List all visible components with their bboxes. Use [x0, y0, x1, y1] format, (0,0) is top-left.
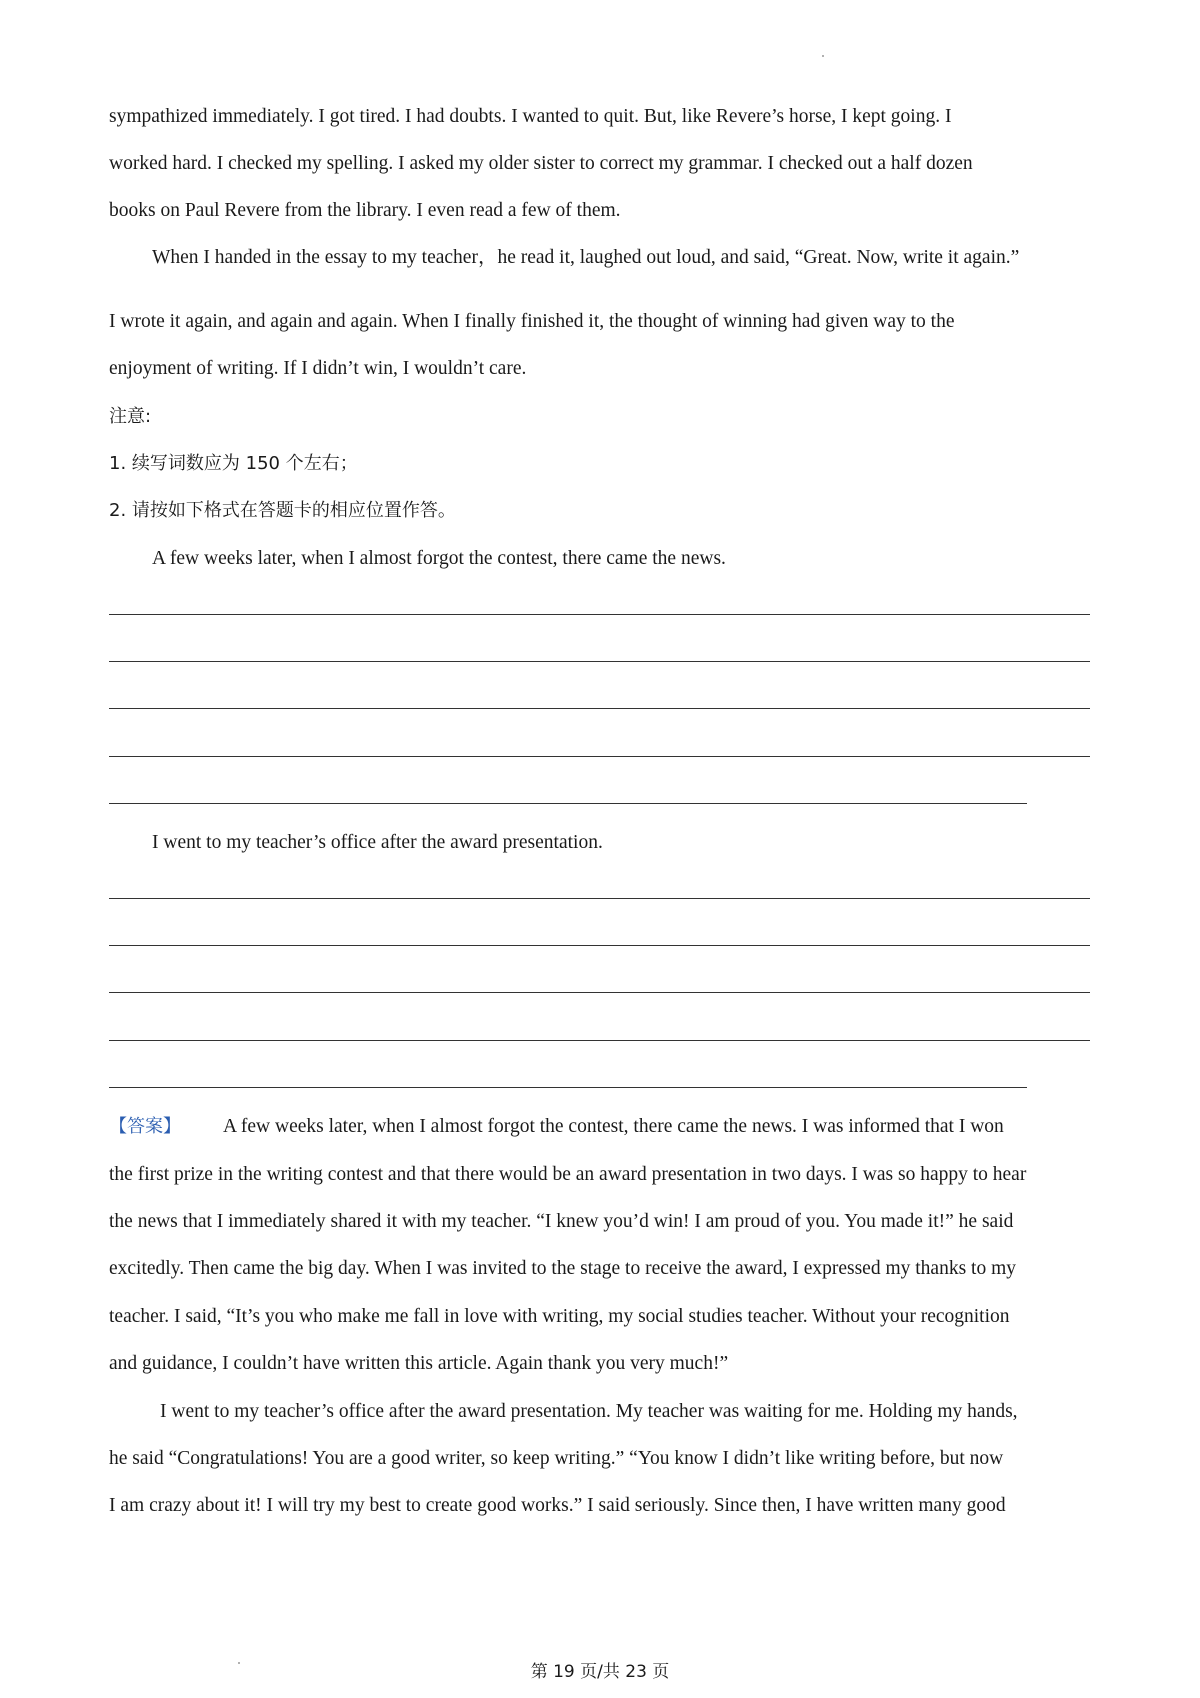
continuation-prompt: A few weeks later, when I almost forgot the contest, there came the news.	[152, 548, 726, 569]
page-number-text: 第 19 页/共 23 页	[530, 1662, 670, 1682]
answer-line: I am crazy about it! I will try my best to create good works.” I said seriously. Since then, I have written many good	[109, 1495, 1006, 1516]
answer-label: 【答案】	[109, 1116, 181, 1137]
writing-line[interactable]	[109, 708, 1090, 709]
answer-text: A few weeks later, when I almost forgot the contest, there came the news. I was informed that I won	[223, 1116, 1004, 1137]
writing-line[interactable]	[109, 661, 1090, 662]
writing-line[interactable]	[109, 756, 1090, 757]
passage-line: books on Paul Revere from the library. I even read a few of them.	[109, 200, 621, 221]
answer-line: the news that I immediately shared it with my teacher. “I knew you’d win! I am proud of you. You made it!” he said	[109, 1211, 1014, 1232]
passage-line: sympathized immediately. I got tired. I had doubts. I wanted to quit. But, like Revere’s horse, I kept going. I	[109, 106, 952, 127]
writing-line[interactable]	[109, 992, 1090, 993]
writing-line[interactable]	[109, 803, 1027, 804]
passage-line: enjoyment of writing. If I didn’t win, I wouldn’t care.	[109, 358, 527, 379]
writing-line[interactable]	[109, 945, 1090, 946]
passage-line: worked hard. I checked my spelling. I asked my older sister to correct my grammar. I checked out a half dozen	[109, 153, 973, 174]
answer-line: excitedly. Then came the big day. When I was invited to the stage to receive the award, I expressed my thanks to my	[109, 1258, 1016, 1279]
passage-line: When I handed in the essay to my teacher，he read it, laughed out loud, and said, “Great. Now, write it again.”	[152, 247, 1020, 268]
notes-item: 2. 请按如下格式在答题卡的相应位置作答。	[109, 500, 456, 521]
continuation-prompt: I went to my teacher’s office after the award presentation.	[152, 832, 603, 853]
notes-heading: 注意:	[109, 406, 152, 427]
page-number	[0, 1657, 1200, 1683]
scan-speck	[822, 55, 824, 57]
writing-line[interactable]	[109, 614, 1090, 615]
answer-line: I went to my teacher’s office after the award presentation. My teacher was waiting for me. Holding my hands,	[160, 1401, 1018, 1422]
answer-line	[109, 1115, 1004, 1139]
writing-line[interactable]	[109, 898, 1090, 899]
passage-line: I wrote it again, and again and again. When I finally finished it, the thought of winning had given way to the	[109, 311, 955, 332]
answer-line: and guidance, I couldn’t have written this article. Again thank you very much!”	[109, 1353, 729, 1374]
answer-line: the first prize in the writing contest and that there would be an award presentation in two days. I was so happy to hear	[109, 1164, 1027, 1185]
notes-item: 1. 续写词数应为 150 个左右；	[109, 453, 358, 474]
writing-line[interactable]	[109, 1087, 1027, 1088]
answer-line: teacher. I said, “It’s you who make me fall in love with writing, my social studies teacher. Without your recognition	[109, 1306, 1010, 1327]
writing-line[interactable]	[109, 1040, 1090, 1041]
answer-line: he said “Congratulations! You are a good writer, so keep writing.” “You know I didn’t like writing before, but now	[109, 1448, 1004, 1469]
